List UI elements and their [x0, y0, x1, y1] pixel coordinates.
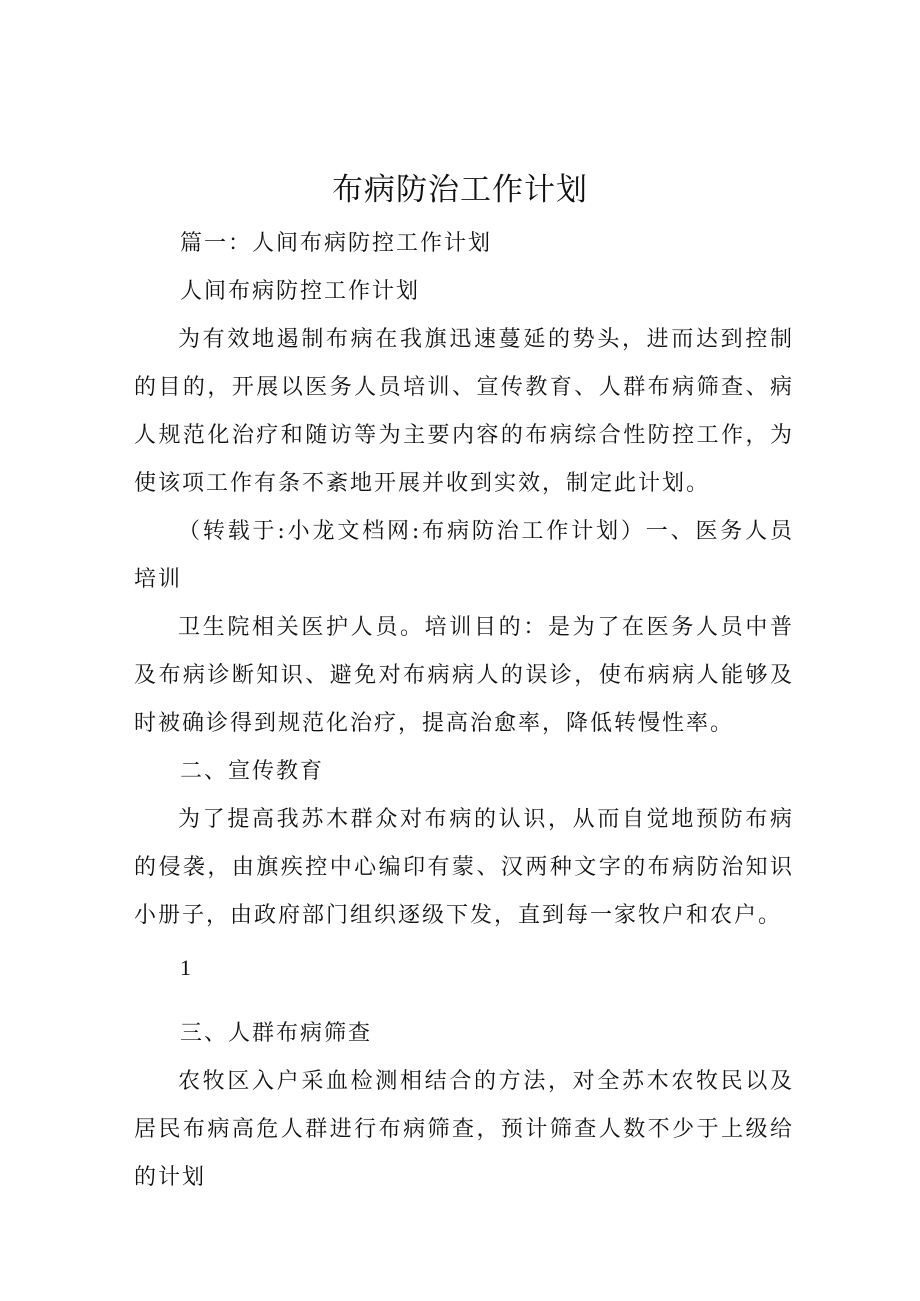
section3-paragraph: 农牧区入户采血检测相结合的方法，对全苏木农牧民以及居民布病高危人群进行布病筛查，预计筛查人数不少于上级给的计划: [134, 1069, 794, 1190]
sub-heading: 人间布病防控工作计划: [180, 279, 421, 304]
section2-paragraph: 为了提高我苏木群众对布病的认识，从而自觉地预防布病的侵袭，由旗疾控中心编印有蒙、汉两种文字的布病防治知识小册子，由政府部门组织逐级下发，直到每一家牧户和农户。: [134, 807, 794, 928]
part-heading: 篇一：人间布病防控工作计划: [180, 231, 493, 256]
section1-heading-paragraph: （转载于:小龙文档网:布病防治工作计划）一、医务人员培训: [134, 519, 794, 592]
training-paragraph: 卫生院相关医护人员。培训目的：是为了在医务人员中普及布病诊断知识、避免对布病病人的误诊，使布病病人能够及时被确诊得到规范化治疗，提高治愈率，降低转慢性率。: [134, 615, 794, 736]
document-title: 布病防治工作计划: [332, 172, 588, 208]
section3-heading: 三、人群布病筛查: [180, 1021, 373, 1046]
intro-paragraph: 为有效地遏制布病在我旗迅速蔓延的势头，进而达到控制的目的，开展以医务人员培训、宣传教育、人群布病筛查、病人规范化治疗和随访等为主要内容的布病综合性防控工作，为使该项工作有条不紊地开展并收到实效，制定此计划。: [134, 327, 794, 496]
page-number: 1: [180, 955, 191, 980]
section2-heading: 二、宣传教育: [180, 759, 325, 784]
